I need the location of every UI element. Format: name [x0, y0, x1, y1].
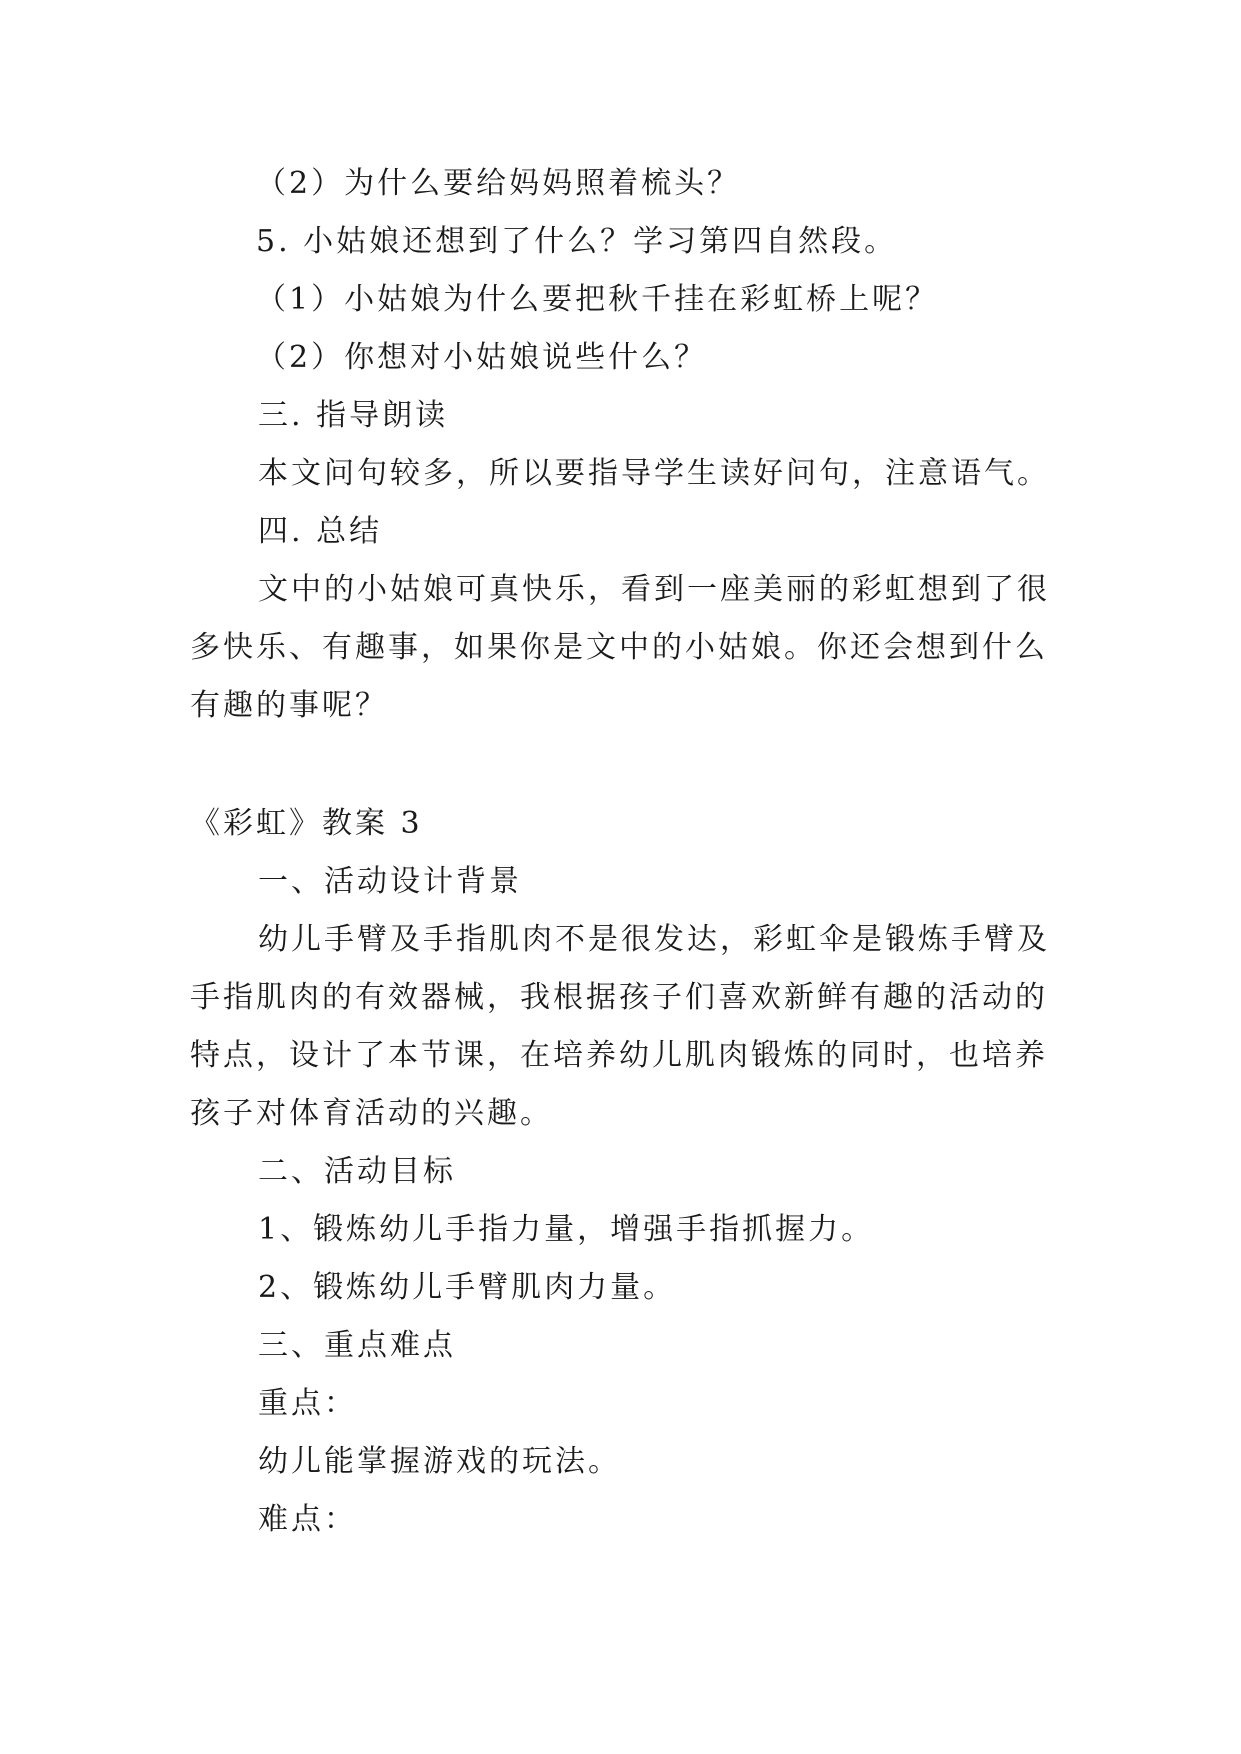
text-line: 本文问句较多，所以要指导学生读好问句，注意语气。 — [258, 456, 1050, 491]
text-line: 幼儿能掌握游戏的玩法。 — [258, 1444, 621, 1479]
subheading: 重点： — [258, 1386, 357, 1421]
list-item: 2、锻炼幼儿手臂肌肉力量。 — [258, 1270, 677, 1305]
paragraph-line: 多快乐、有趣事，如果你是文中的小姑娘。你还会想到什么 — [190, 630, 1048, 665]
text-line: （2）为什么要给妈妈照着梳头？ — [256, 166, 741, 201]
section-heading: 一、活动设计背景 — [258, 864, 522, 899]
section-heading: 三、重点难点 — [258, 1328, 456, 1363]
text-line: （2）你想对小姑娘说些什么？ — [256, 340, 708, 375]
paragraph-line: 有趣的事呢？ — [190, 688, 388, 723]
document-title: 《彩虹》教案 3 — [190, 806, 423, 841]
section-heading: 四. 总结 — [258, 514, 383, 549]
text-line: 5. 小姑娘还想到了什么？学习第四自然段。 — [256, 224, 898, 259]
subheading: 难点： — [258, 1502, 357, 1537]
paragraph-line: 幼儿手臂及手指肌肉不是很发达，彩虹伞是锻炼手臂及 — [258, 922, 1050, 957]
section-heading: 三. 指导朗读 — [258, 398, 449, 433]
paragraph-line: 文中的小姑娘可真快乐，看到一座美丽的彩虹想到了很 — [258, 572, 1050, 607]
section-heading: 二、活动目标 — [258, 1154, 456, 1189]
paragraph-line: 手指肌肉的有效器械，我根据孩子们喜欢新鲜有趣的活动的 — [190, 980, 1048, 1015]
text-line: （1）小姑娘为什么要把秋千挂在彩虹桥上呢？ — [256, 282, 939, 317]
list-item: 1、锻炼幼儿手指力量，增强手指抓握力。 — [258, 1212, 875, 1247]
paragraph-line: 特点，设计了本节课，在培养幼儿肌肉锻炼的同时，也培养 — [190, 1038, 1048, 1073]
paragraph-line: 孩子对体育活动的兴趣。 — [190, 1096, 553, 1131]
